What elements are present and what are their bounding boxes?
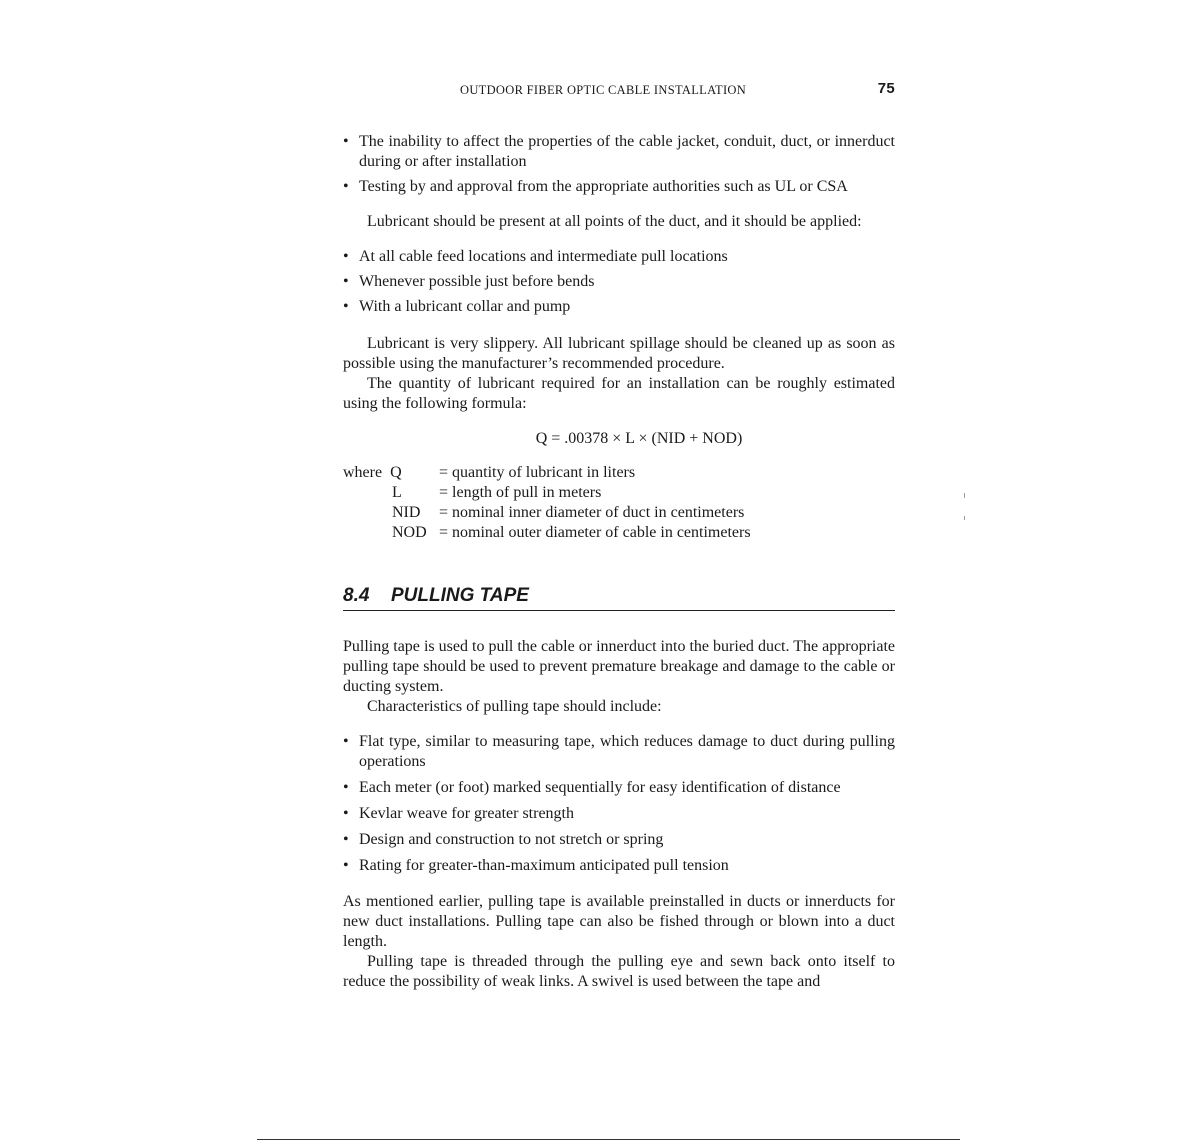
list-item: • With a lubricant collar and pump xyxy=(343,297,895,317)
paragraph-slippery: Lubricant is very slippery. All lubricant spillage should be cleaned up as soon as possible using the manufacturer’s recommended procedure. xyxy=(343,335,895,372)
bullet-list-characteristics xyxy=(343,732,895,876)
legend-symbol: Q xyxy=(390,464,402,481)
where-label: where xyxy=(343,464,387,481)
legend-row xyxy=(343,503,751,523)
paragraph-tape-intro: Pulling tape is used to pull the cable or innerduct into the buried duct. The appropriate pulling tape should be used to prevent premature breakage and damage to the cable or ducting system. xyxy=(343,638,895,695)
book-page xyxy=(343,80,895,992)
legend-definition: = quantity of lubricant in liters xyxy=(439,464,636,481)
section-number: 8.4 xyxy=(343,585,370,606)
legend-symbol: NOD xyxy=(392,524,427,541)
running-head xyxy=(343,80,895,102)
scan-bottom-rule xyxy=(257,1139,960,1140)
legend-row xyxy=(343,523,751,543)
list-item: • Whenever possible just before bends xyxy=(343,272,895,292)
list-item: • The inability to affect the properties of the cable jacket, conduit, duct, or innerduct during or after installation xyxy=(343,132,895,172)
legend-symbol: L xyxy=(392,484,402,501)
lubricant-formula: Q = .00378 × L × (NID + NOD) xyxy=(535,430,743,447)
legend-symbol: NID xyxy=(392,504,421,521)
list-item: • Kevlar weave for greater strength xyxy=(343,804,895,824)
list-item: • At all cable feed locations and intermediate pull locations xyxy=(343,247,895,267)
paragraph-applied: Lubricant should be present at all points of the duct, and it should be applied: xyxy=(367,213,862,230)
paragraph-threaded: Pulling tape is threaded through the pulling eye and sewn back onto itself to reduce the possibility of weak links. A swivel is used between the tape and xyxy=(343,953,895,990)
paragraph-mentioned: As mentioned earlier, pulling tape is available preinstalled in ducts or innerducts for new duct installations. Pulling tape can also be fished through or blown into a duct length. xyxy=(343,893,895,950)
page-number: 75 xyxy=(877,80,895,97)
list-item: • Testing by and approval from the appropriate authorities such as UL or CSA xyxy=(343,177,895,197)
legend-row xyxy=(343,483,751,503)
list-item: • Each meter (or foot) marked sequentially for easy identification of distance xyxy=(343,778,895,798)
formula-legend xyxy=(343,463,751,543)
legend-definition: = nominal outer diameter of cable in centimeters xyxy=(439,524,751,541)
legend-definition: = length of pull in meters xyxy=(439,484,602,501)
section-heading xyxy=(343,585,895,611)
bullet-list-application xyxy=(343,247,895,317)
list-item: • Design and construction to not stretch or spring xyxy=(343,830,895,850)
section-title: PULLING TAPE xyxy=(391,585,529,606)
scan-speck xyxy=(964,516,965,520)
running-title: OUTDOOR FIBER OPTIC CABLE INSTALLATION xyxy=(460,83,747,97)
legend-row xyxy=(343,463,751,483)
list-item: • Flat type, similar to measuring tape, which reduces damage to duct during pulling operations xyxy=(343,732,895,772)
list-item: • Rating for greater-than-maximum anticipated pull tension xyxy=(343,856,895,876)
scan-speck xyxy=(964,493,965,498)
paragraph-characteristics: Characteristics of pulling tape should include: xyxy=(367,698,662,715)
paragraph-quantity: The quantity of lubricant required for an installation can be roughly estimated using the following formula: xyxy=(343,375,895,412)
bullet-list-requirements xyxy=(343,132,895,197)
legend-definition: = nominal inner diameter of duct in centimeters xyxy=(439,504,745,521)
